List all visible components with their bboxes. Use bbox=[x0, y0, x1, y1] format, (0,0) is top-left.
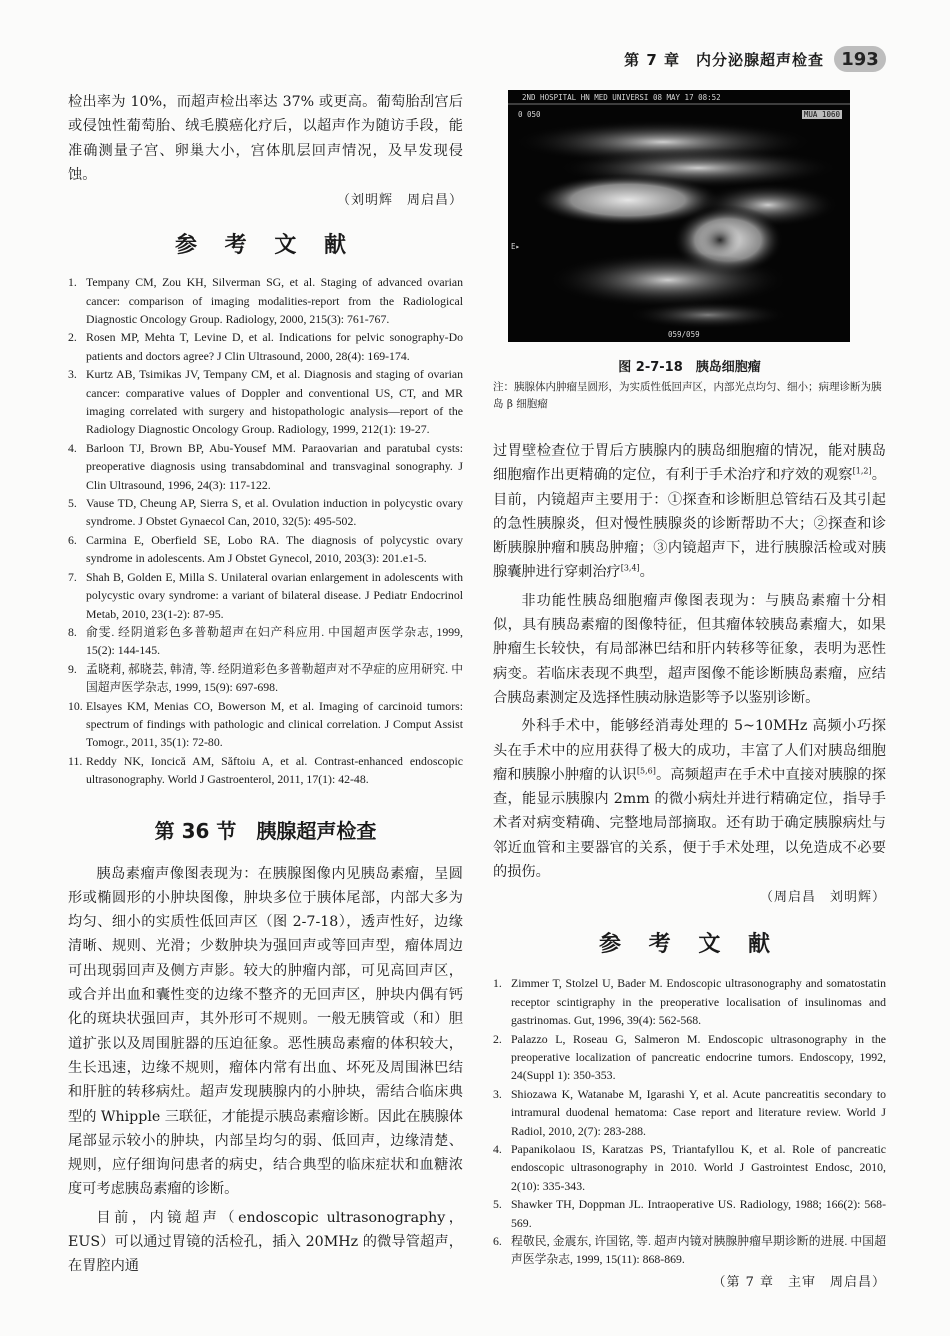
section-title: 第 36 节 胰腺超声检查 bbox=[154, 818, 377, 843]
reference-list-right bbox=[493, 974, 886, 1269]
intro-signature: （刘明辉 周启昌） bbox=[336, 193, 463, 209]
reference-number: 5. bbox=[68, 496, 77, 511]
body-paragraph: 胰岛素瘤声像图表现为：在胰腺图像内见胰岛素瘤，呈圆形或椭圆形的小肿块图像，肿块多位于胰体尾部，内部大多为均匀、细小的实质性低回声区（图 2-7-18），透声性好，边缘清晰、规则、光滑；少数肿块为强回声或等回声型，瘤体周边可出现弱回声及侧方声影。较大的肿瘤内部，可见高回声区，或合并出血和囊性变的边缘不整齐的无回声区，肿块内偶有钙化的斑块状强回声，其外形可不规则。一般无胰管或（和）胆道扩张以及周围脏器的压迫征象。恶性胰岛素瘤的体积较大，生长迅速，边缘不规则，瘤体内常有出血、坏死及周围淋巴结和肝脏的转移病灶。超声发现胰腺内的小肿块，需结合临床典型的 Whipple 三联征，才能提示胰岛素瘤诊断。因此在胰腺体尾部显示较小的肿块，内部呈均匀的弱、低回声，边缘清楚、规则，应仔细询问患者的病史，结合典型的临床症状和血糖浓度可考虑胰岛素瘤的诊断。 bbox=[68, 865, 463, 1198]
reference-number: 6. bbox=[493, 1234, 502, 1249]
reference-text: 孟晓莉, 郝晓芸, 韩清, 等. 经阴道彩色多普勒超声对不孕症的应用研究. 中国超声医学杂志, 1999, 15(9): 697-698. bbox=[86, 661, 463, 695]
reference-item bbox=[493, 1232, 886, 1269]
reference-number: 7. bbox=[68, 569, 77, 584]
reference-number: 8. bbox=[68, 624, 77, 639]
reference-text: 俞雯. 经阴道彩色多普勒超声在妇产科应用. 中国超声医学杂志, 1999, 15(2): 144-145. bbox=[86, 624, 463, 658]
scanner-focus-marker: E▸ bbox=[511, 242, 521, 251]
body-paragraph: 非功能性胰岛细胞瘤声像图表现为：与胰岛素瘤十分相似，具有胰岛素瘤的图像特征，但其瘤体较胰岛素瘤大，如果肿瘤生长较快，有局部淋巴结和肝内转移等征象，表明为恶性病变。若临床表现不典型，超声图像不能诊断胰岛素瘤，应结合胰岛素测定及选择性胰动脉造影等予以鉴别诊断。 bbox=[493, 592, 886, 706]
reference-item bbox=[493, 1030, 886, 1085]
reference-number: 9. bbox=[68, 661, 77, 676]
reference-number: 1. bbox=[68, 275, 77, 290]
reference-text: Carmina E, Oberfield SE, Lobo RA. The diagnosis of polycystic ovary syndrome in adolescents. Am J Obstet Gynecol, 2010, 203(3): 201.e1-5. bbox=[86, 532, 463, 566]
reference-number: 3. bbox=[68, 367, 77, 382]
scanner-mode-label: MUA 1060 bbox=[803, 110, 840, 119]
citation: [1,2] bbox=[852, 466, 872, 476]
reference-number: 3. bbox=[493, 1086, 502, 1101]
reference-number: 10. bbox=[68, 698, 83, 713]
reference-number: 2. bbox=[68, 330, 77, 345]
reference-item bbox=[68, 568, 463, 623]
reference-text: Papanikolaou IS, Karatzas PS, Triantafyllou K, et al. Role of pancreatic endoscopic ultrasonography in 2010. World J Gastrointest Endosc, 2010, 2(10): 335-343. bbox=[511, 1142, 886, 1193]
reference-number: 4. bbox=[493, 1142, 502, 1156]
reference-item bbox=[68, 273, 463, 328]
ultrasound-scan bbox=[508, 90, 850, 342]
reference-text: Shawker TH, Doppman JL. Intraoperative US. Radiology, 1988; 166(2): 568-569. bbox=[511, 1197, 886, 1230]
figure-caption: 图 2-7-18 胰岛细胞瘤 bbox=[618, 360, 761, 375]
running-header bbox=[624, 46, 886, 72]
reference-text: Zimmer T, Stolzel U, Bader M. Endoscopic ultrasonography and somatostatin receptor scintigraphy in the preoperative localisation of insulinomas and gastrinomas. Gut, 1996, 39(4): 562-568. bbox=[511, 976, 886, 1028]
reference-item bbox=[493, 1195, 886, 1232]
body-paragraph bbox=[493, 714, 886, 884]
reference-list-left bbox=[68, 273, 463, 788]
reference-item bbox=[493, 1085, 886, 1140]
reference-text: Rosen MP, Mehta T, Levine D, et al. Indications for pelvic sonography-Do patients and doctors agree? J Clin Ultrasound, 2000, 28(4): 169-174. bbox=[86, 330, 463, 363]
reference-item bbox=[68, 439, 463, 494]
reference-text: Shah B, Golden E, Milla S. Unilateral ovarian enlargement in adolescents with polycystic ovary syndrome: a variant of bilateral disease. J Pediatr Endocrinol Metab, 2010, 23(1-2): 87-95. bbox=[86, 569, 463, 621]
references-heading: 参 考 文 献 bbox=[599, 932, 780, 958]
scanner-header-text: 2ND HOSPITAL HN MED UNIVERSI 08 MAY 17 08:52 bbox=[522, 93, 721, 102]
reference-item bbox=[68, 494, 463, 531]
text-run: 。目前，内镜超声主要用于：①探查和诊断胆总管结石及其引起的急性胰腺炎，但对慢性胰腺炎的诊断帮助不大；②探查和诊断胰腺肿瘤和胰岛肿瘤；③内镜超声下，进行胰腺活检或对胰腺囊肿进行穿刺治疗 bbox=[493, 467, 886, 581]
reference-text: Vause TD, Cheung AP, Sierra S, et al. Ovulation induction in polycystic ovary syndrome. J Obstet Gynaecol Can, 2010, 32(5): 495-502. bbox=[86, 496, 463, 529]
section-signature: （周启昌 刘明辉） bbox=[759, 890, 886, 906]
reference-item bbox=[68, 752, 463, 789]
reference-text: Reddy NK, Ioncică AM, Săftoiu A, et al. Contrast-enhanced endoscopic ultrasonography. World J Gastroenterol, 2011, 17(1): 42-48. bbox=[86, 753, 463, 787]
chapter-signature: （第 7 章 主审 周启昌） bbox=[712, 1274, 886, 1290]
scanner-frame-counter: 059/059 bbox=[668, 330, 700, 339]
scanner-depth-label: 0 050 bbox=[518, 110, 541, 119]
citation: [5,6] bbox=[636, 766, 656, 776]
right-column bbox=[493, 90, 886, 1290]
body-paragraph bbox=[493, 439, 886, 585]
reference-text: Tempany CM, Zou KH, Silverman SG, et al. Staging of advanced ovarian cancer: comparison of imaging modalities-report from the Radiological Diagnostic Oncology Group. Radiology, 2000, 215(3): 761-767. bbox=[86, 275, 463, 326]
citation: [3,4] bbox=[620, 563, 640, 573]
reference-item bbox=[493, 974, 886, 1029]
reference-item bbox=[68, 531, 463, 568]
reference-item bbox=[68, 660, 463, 697]
text-run: 。 bbox=[639, 564, 654, 581]
reference-number: 2. bbox=[493, 1031, 502, 1046]
reference-text: 程敬民, 金震东, 许国铭, 等. 超声内镜对胰腺肿瘤早期诊断的进展. 中国超声医学杂志, 1999, 15(11): 868-869. bbox=[511, 1234, 886, 1267]
left-column bbox=[68, 90, 463, 1279]
reference-text: Barloon TJ, Brown BP, Abu-Yousef MM. Paraovarian and paratubal cysts: preoperative diagnosis using transabdominal and transvaginal sonography. J Clin Ultrasound, 1996, 24(3): 117-122. bbox=[86, 440, 463, 492]
figure-note: 注：胰腺体内肿瘤呈圆形，为实质性低回声区，内部光点均匀、细小；病理诊断为胰岛 β 细胞瘤 bbox=[493, 381, 882, 410]
chapter-title: 第 7 章 内分泌腺超声检查 bbox=[624, 50, 824, 69]
ultrasound-figure bbox=[508, 90, 850, 342]
reference-item bbox=[68, 328, 463, 365]
text-run: 过胃壁检查位于胃后方胰腺内的胰岛细胞瘤的情况，能对胰岛细胞瘤作出更精确的定位，有利于手术治疗和疗效的观察 bbox=[493, 443, 886, 484]
references-heading: 参 考 文 献 bbox=[175, 233, 356, 259]
reference-number: 1. bbox=[493, 976, 502, 991]
body-paragraph: 目前，内镜超声（endoscopic ultrasonography，EUS）可以通过胃镜的活检孔，插入 20MHz 的微导管超声，在胃腔内通 bbox=[68, 1209, 463, 1275]
reference-number: 4. bbox=[68, 440, 77, 455]
text-run: 。高频超声在手术中直接对胰腺的探查，能显示胰腺内 2mm 的微小病灶并进行精确定位，指导手术者对病变精确、完整地局部摘取。还有助于确定胰腺病灶与邻近血管和主要器官的关系，便于手术处理，以免造成不必要的损伤。 bbox=[493, 766, 886, 881]
reference-number: 5. bbox=[493, 1197, 502, 1212]
intro-paragraph: 检出率为 10%，而超声检出率达 37% 或更高。葡萄胎刮宫后或侵蚀性葡萄胎、绒毛膜癌化疗后，以超声作为随访手段，能准确测量子宫、卵巢大小，宫体肌层回声情况，及早发现侵蚀。 bbox=[68, 94, 463, 183]
reference-text: Palazzo L, Roseau G, Salmeron M. Endoscopic ultrasonography in the preoperative localization of pancreatic endocrine tumors. Endoscopy, 1992, 24(Suppl 1): 350-353. bbox=[511, 1031, 886, 1083]
reference-item bbox=[68, 365, 463, 439]
reference-number: 11. bbox=[68, 753, 83, 768]
reference-item bbox=[68, 697, 463, 752]
text-run: 外科手术中，能够经消毒处理的 5~10MHz 高频小巧探头在手术中的应用获得了极大的成功，丰富了人们对胰岛细胞瘤和胰腺小肿瘤的认识 bbox=[493, 718, 886, 783]
reference-text: Kurtz AB, Tsimikas JV, Tempany CM, et al. Diagnosis and staging of ovarian cancer: comparative values of Doppler and conventional US, CT, and MR imaging correlated with surgery and histopathologic analysis—report of the Radiology Diagnostic Oncology Group. Radiology, 1999, 212(1): 19-27. bbox=[86, 367, 463, 437]
reference-item bbox=[68, 623, 463, 660]
reference-number: 6. bbox=[68, 532, 77, 547]
reference-item bbox=[493, 1140, 886, 1195]
reference-text: Shiozawa K, Watanabe M, Igarashi Y, et al. Acute pancreatitis secondary to intramural duodenal hematoma: Case report and literature review. World J Radiol, 2010, 2(7): 283-288. bbox=[511, 1086, 886, 1138]
page-number: 193 bbox=[834, 46, 886, 72]
reference-text: Elsayes KM, Menias CO, Bowerson M, et al. Imaging of carcinoid tumors: spectrum of findings with pathologic and clinical correlation. J Comput Assist Tomogr., 2011, 35(1): 72-80. bbox=[86, 698, 463, 750]
